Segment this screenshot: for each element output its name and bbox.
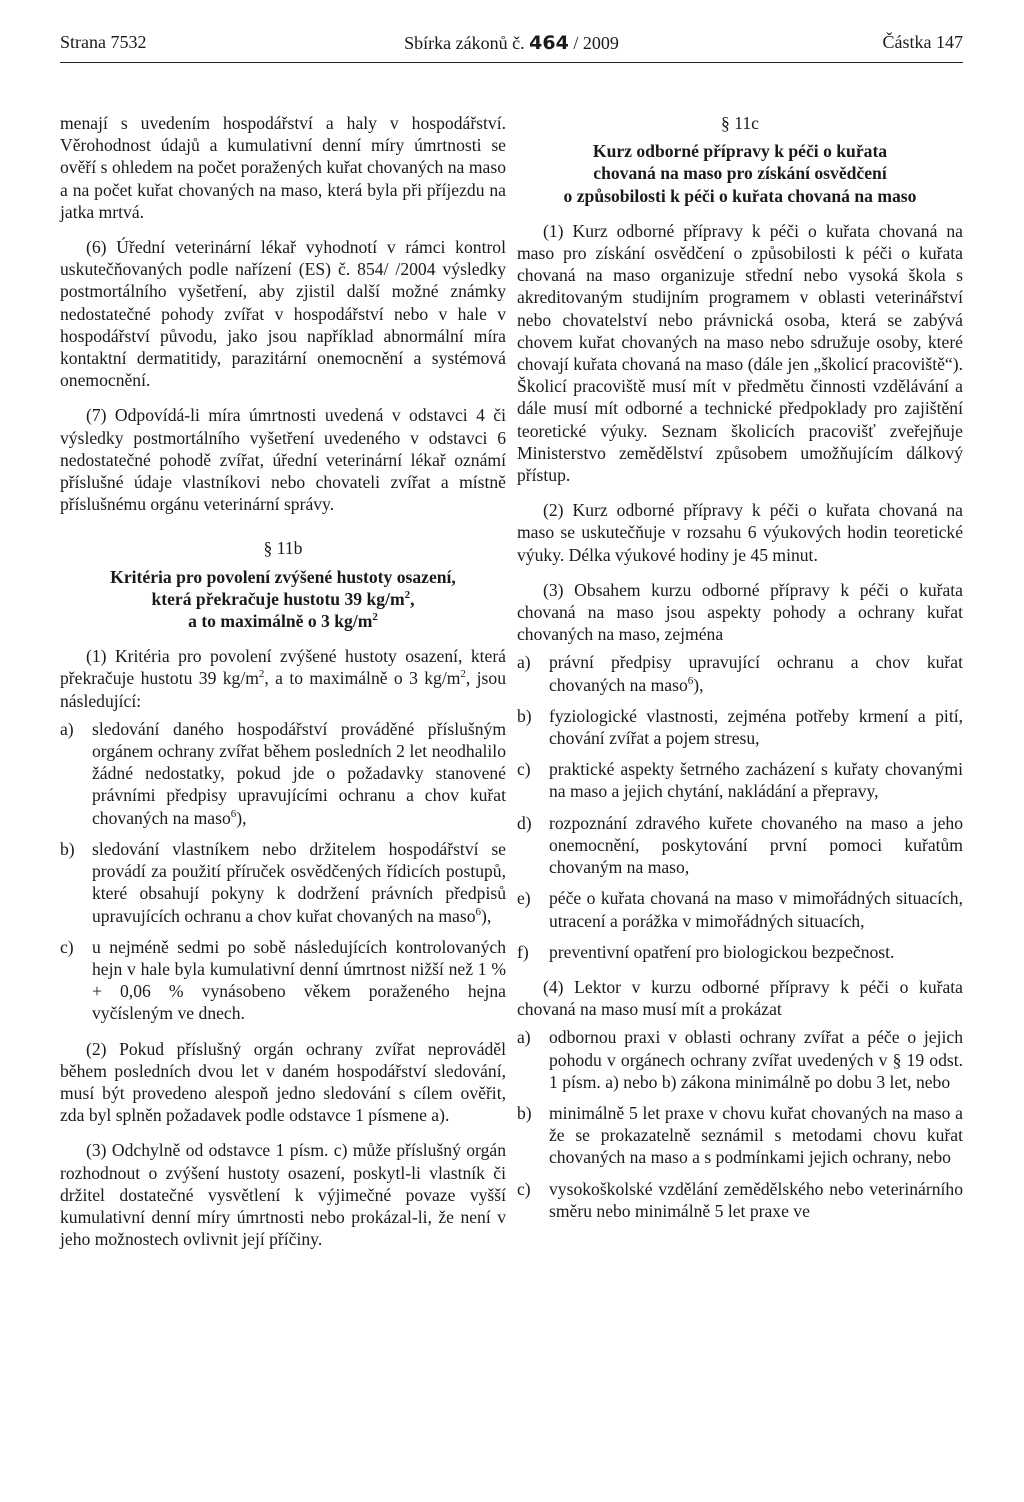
- section-11c-title: Kurz odborné přípravy k péči o kuřata chovaná na maso pro získání osvědčení o způsobilosti k péči o kuřata chovaná na maso: [563, 141, 917, 206]
- part-number: Částka 147: [882, 32, 963, 52]
- list-item: b) sledování vlastníkem nebo držitelem hospodářství se provádí za použití příruček osvědčených řídicích postupů, které obsahují pokyny k dodržení právních předpisů upravujících ochranu a chov kuřat chovaných na maso$^6$),: [60, 838, 506, 926]
- page-header: [60, 28, 963, 63]
- page-number: Strana 7532: [60, 32, 147, 52]
- paragraph-11c-4: (4) Lektor v kurzu odborné přípravy k péči o kuřata chovaná na maso musí mít a prokázat: [517, 976, 963, 1020]
- collection-title: Sbírka zákonů č. 464 / 2009: [404, 32, 619, 54]
- paragraph-11c-3: (3) Obsahem kurzu odborné přípravy k péči o kuřata chovaná na maso jsou aspekty pohody a ochrany kuřat chovaných na maso, zejména: [517, 579, 963, 645]
- paragraph: menají s uvedením hospodářství a haly v hospodářství. Věrohodnost údajů a kumulativní denní míry úmrtnosti se ověří s ohledem na počet poražených kuřat chovaných na maso a na počet kuřat chovaných na maso, která byla při příjezdu na jatka mrtvá.: [60, 113, 506, 222]
- list-item: f) preventivní opatření pro biologickou bezpečnost.: [517, 941, 895, 962]
- paragraph-11b-1: (1) Kritéria pro povolení zvýšené hustoty osazení, která překračuje hustotu 39 $kg/m^2$, a to maximálně o 3 $kg/m^2$, jsou následující:: [60, 646, 506, 711]
- paragraph-11b-3: (3) Odchylně od odstavce 1 písm. c) může příslušný orgán rozhodnout o zvýšení hustoty osazení, poskytl-li vlastník či držitel dostatečné vysvětlení k výjimečné povaze vyšší kumulativní denní míry úmrtnosti nebo prokázal-li, že není v jeho možnostech ovlivnit její příčiny.: [60, 1140, 506, 1250]
- list-item: e) péče o kuřata chovaná na maso v mimořádných situacích, utracení a porážka v mimořádných situacích,: [517, 888, 963, 931]
- paragraph-6: (6) Úřední veterinární lékař vyhodnotí v rámci kontrol uskutečňovaných podle nařízení (ES) č. 854/ /2004 výsledky postmortálního vyšetření, aby zjistil další možné známky nedostatečné pohody zvířat v hospodářství nebo v hale v hospodářství původu, jako jsou například abnormální míra kontaktní dermatitidy, parazitární onemocnění a systémová onemocnění.: [60, 237, 506, 391]
- list-item: c) u nejméně sedmi po sobě následujících kontrolovaných hejn v hale byla kumulativní denní úmrtnost nižší než 1 % + 0,06 % vynásobeno věkem poraženého hejna vyčísleným ve dnech.: [60, 936, 506, 1024]
- law-number: 464: [529, 32, 569, 54]
- law-year: / 2009: [573, 33, 619, 53]
- list-item: a) odbornou praxi v oblasti ochrany zvířat a péče o jejich pohodu v orgánech ochrany zvířat uvedených v § 19 odst. 1 písm. a) nebo b) zákona minimálně po dobu 3 let, nebo: [517, 1027, 963, 1092]
- section-11c-heading: § 11c: [721, 113, 759, 133]
- section-11b-heading: § 11b: [263, 538, 303, 559]
- list-item: a) právní předpisy upravující ochranu a chov kuřat chovaných na maso$^6$),: [517, 652, 963, 695]
- paragraph-11c-2: (2) Kurz odborné přípravy k péči o kuřata chovaná na maso se uskutečňuje v rozsahu 6 výukových hodin teoretické výuky. Délka výukové hodiny je 45 minut.: [517, 500, 963, 565]
- section-11b-title: Kritéria pro povolení zvýšené hustoty osazení, která překračuje hustotu 39 $kg/m^2$, a to maximálně o 3 $kg/m^2$: [110, 566, 456, 632]
- list-item: a) sledování daného hospodářství prováděné příslušným orgánem ochrany zvířat během posledních 2 let neodhalilo žádné nedostatky, pokud jde o požadavky stanovené právními předpisy upravujícími ochranu a chov kuřat chovaných na maso$^6$),: [60, 718, 506, 828]
- paragraph-11b-2: (2) Pokud příslušný orgán ochrany zvířat neprováděl během posledních dvou let v daném hospodářství sledování, musí být provedeno alespoň jedno sledování s cílem ověřit, zda byl splněn požadavek podle odstavce 1 písmene a).: [60, 1038, 506, 1126]
- list-item: c) vysokoškolské vzdělání zemědělského nebo veterinárního směru nebo minimálně 5 let praxe ve: [517, 1178, 963, 1221]
- list-item: b) minimálně 5 let praxe v chovu kuřat chovaných na maso a že se prokazatelně seznámil s metodami chovu kuřat chovaných na maso a s podmínkami jejich ochrany, nebo: [517, 1102, 963, 1168]
- paragraph-7: (7) Odpovídá-li míra úmrtnosti uvedená v odstavci 4 či výsledky postmortálního vyšetření uvedeného v odstavci 6 nedostatečné pohodě zvířat, úřední veterinární lékař oznámí příslušné údaje vlastníkovi nebo chovateli zvířat a místně příslušnému orgánu veterinární správy.: [60, 405, 506, 515]
- list-item: c) praktické aspekty šetrného zacházení s kuřaty chovanými na maso a jejich chytání, nakládání a přepravy,: [517, 759, 963, 802]
- list-item: b) fyziologické vlastnosti, zejména potřeby krmení a pití, chování zvířat a pojem stresu,: [517, 705, 963, 749]
- list-item: d) rozpoznání zdravého kuřete chovaného na maso a jeho onemocnění, poskytování první pomoci kuřatům chovaným na maso,: [517, 812, 963, 878]
- paragraph-11c-1: (1) Kurz odborné přípravy k péči o kuřata chovaná na maso pro získání osvědčení o způsobilosti k péči o kuřata chovaná na maso organizuje střední nebo vysoká škola s akreditovaným studijním programem v oblasti veterinářství nebo chovatelství nebo právnická osoba, která se zabývá chovem kuřat chovaných na maso nebo sdružuje osoby, které chovají kuřata chovaná na maso (dále jen „školicí pracoviště“). Školicí pracoviště musí mít v předmětu činnosti vzdělávání a dále musí mít odborné a technické předpoklady pro zajištění teoretické výuky. Seznam školicích pracovišť zveřejňuje Ministerstvo zemědělství způsobem umožňujícím dálkový přístup.: [517, 220, 963, 486]
- right-column: [517, 112, 963, 1231]
- left-column: [60, 112, 506, 1263]
